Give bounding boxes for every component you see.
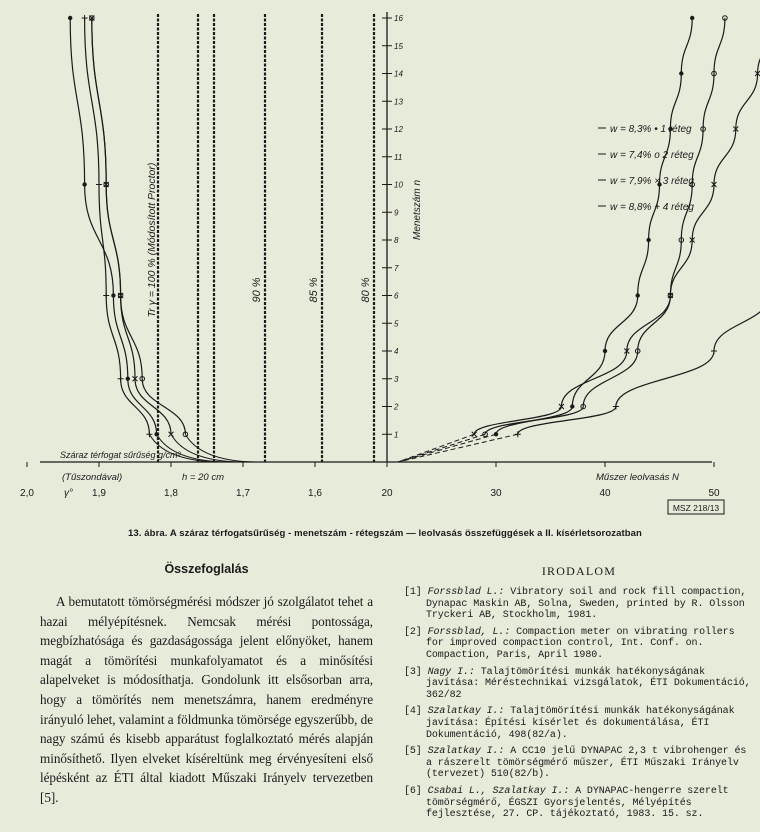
center-axis-tick-label: 13 [394, 97, 403, 107]
density-series-line [85, 18, 150, 434]
center-axis-tick-label: 15 [394, 41, 403, 51]
reading-axis-title: Műszer leolvasás N [596, 472, 679, 483]
references-title: IRODALOM [541, 564, 617, 578]
reading-series-line [496, 18, 692, 434]
center-axis-tick-label: 10 [394, 180, 403, 190]
reference-item: [1] Forssblad L.: Vibratory soil and rock fill compaction, Dynapac Maskin AB, Solna, Sweden, printed by R. Olsson Tryckeri AB, Stockholm, 1981. [404, 587, 747, 622]
marker-dot [603, 349, 607, 353]
center-axis-tick-label: 6 [394, 291, 399, 301]
center-axis-tick-label: 2 [394, 402, 399, 412]
reference-item: [6] Csabai L., Szalatkay I.: A DYNAPAC-hengerre szerelt tömörségmérő, ÉGSZI Gyorsjelentés, Mélyépítés fejlesztése, 27. CP. tájékoztató, 1983. 15. sz. [404, 785, 729, 821]
center-axis-tick-label: 5 [394, 319, 399, 329]
marker-dot [690, 16, 694, 20]
marker-dot [636, 293, 640, 297]
density-tick-label: 2,0 [20, 488, 34, 499]
marker-plus [711, 348, 717, 354]
center-axis-tick-label: 1 [394, 430, 399, 440]
summary-text: A bemutatott tömörségmérési módszer jó szolgálatot tehet a hazai mélyépítésnek. Nemcsak mérési pontossága, megbízhatósága és gazdaságossága jelent előnyöket, hanem magát a tömörítési munkafolyamatot és a minősítési alapelveket is módosíthatja. Gondolunk itt elsősorban arra, hogy a tömörítés nem menetszámra, hanem eredményre irányuló lehet, valamint a földmunka tömörsége egyszerűbb, de nagy számú és kisebb apparátust foglalkoztató mérés alapján minősíthető. Ilyen elveket kíséreltünk meg érvényesíteni első lépésként az ÉTI által kiadott Műszaki Irányelv tervezetben [5]. [40, 594, 373, 805]
depth-label: h = 20 cm [182, 472, 224, 483]
references-column [404, 562, 754, 826]
legend-entry: w = 8,3% • 1 réteg [610, 124, 692, 135]
center-axis-tick-label: 4 [394, 347, 399, 356]
reading-tick-label: 50 [708, 488, 720, 499]
center-axis-tick-label: 16 [394, 14, 403, 23]
legend-entry: w = 8,8% + 4 réteg [610, 202, 694, 213]
density-series-tail [185, 434, 255, 462]
legend-entry: w = 7,4% o 2 réteg [610, 150, 694, 161]
center-axis-tick-label: 11 [394, 152, 403, 162]
marker-plus [82, 15, 88, 21]
reference-item: [4] Szalatkay I.: Talajtömörítési munkák hatékonyságának javítása: Építési kísérlet és dokumentálása, ÉTI Dokumentáció, 498(82/a). [404, 706, 735, 741]
reading-series-line [474, 18, 760, 434]
reference-item: [3] Nagy I.: Talajtömörítési munkák hatékonyságának javítása: Méréstechnikai vizsgálatok, ÉTI Dokumentáció, 362/82 [404, 666, 751, 701]
center-axis-tick-label: 3 [394, 374, 399, 384]
center-axis-tick-label: 12 [394, 125, 403, 134]
legend-entry: w = 7,9% × 3 réteg [610, 176, 694, 187]
marker-plus [613, 404, 619, 410]
density-axis-title: Száraz térfogat sűrűség g/cm³ [60, 450, 181, 460]
density-series-tail [171, 434, 241, 462]
percent-label: 85 % [308, 277, 320, 303]
percent-label: 90 % [251, 277, 263, 303]
reference-item: [2] Forssblad, L.: Compaction meter on vibrating rollers for improved compaction control, Int. Conf. on. Compaction, Paris, April 1980. [404, 626, 735, 661]
center-axis-title: Menetszám n [412, 179, 423, 241]
marker-plus [103, 293, 109, 299]
marker-dot [646, 238, 650, 242]
summary-column [40, 562, 373, 808]
center-axis-tick-label: 7 [394, 263, 399, 273]
center-axis-tick-label: 8 [394, 236, 399, 245]
marker-dot [82, 182, 86, 186]
density-tick-label: 1,9 [92, 488, 106, 499]
marker-dot [111, 293, 115, 297]
references-list [404, 587, 754, 821]
density-series-line [92, 18, 186, 434]
stamp-label: MSZ 218/13 [672, 503, 720, 513]
center-axis-tick-label: 14 [394, 69, 403, 79]
marker-plus [96, 182, 102, 188]
density-series-line [92, 18, 171, 434]
density-tick-label: 1,6 [308, 488, 322, 499]
reading-tick-label: 20 [381, 488, 393, 499]
reading-tick-label: 40 [599, 488, 611, 499]
density-series-line [70, 18, 156, 434]
marker-dot [126, 377, 130, 381]
marker-dot [68, 16, 72, 20]
reading-series-extension [398, 434, 518, 462]
reading-series-extension [398, 434, 474, 462]
center-axis-tick-label: 9 [394, 208, 399, 218]
proctor-label: Tr γ = 100 % (Módosított Proctor) [146, 162, 158, 318]
reference-item: [5] Szalatkay I.: A CC10 jelű DYNAPAC 2,3 t vibrohenger és a rászerelt tömörségmérő műszer, ÉTI Műszaki Irányelv (tervezet) 510(82/b). [404, 746, 747, 781]
density-tick-label: 1,7 [236, 488, 250, 499]
figure-labels [20, 14, 760, 513]
marker-dot [679, 71, 683, 75]
summary-title: Összefoglalás [164, 562, 249, 576]
tuszonda-label: (Tűszondával) [62, 472, 123, 483]
marker-dot [570, 404, 574, 408]
percent-label: 80 % [360, 277, 372, 303]
density-prefix: γ° [64, 488, 73, 499]
figure-caption: 13. ábra. A száraz térfogatsűrűség - menetszám - rétegszám — leolvasás összefüggések a II. kísérletsorozatban [128, 528, 642, 539]
reading-tick-label: 30 [490, 488, 502, 499]
reading-series-line [518, 18, 760, 434]
density-tick-label: 1,8 [164, 488, 178, 499]
marker-plus [118, 376, 124, 382]
